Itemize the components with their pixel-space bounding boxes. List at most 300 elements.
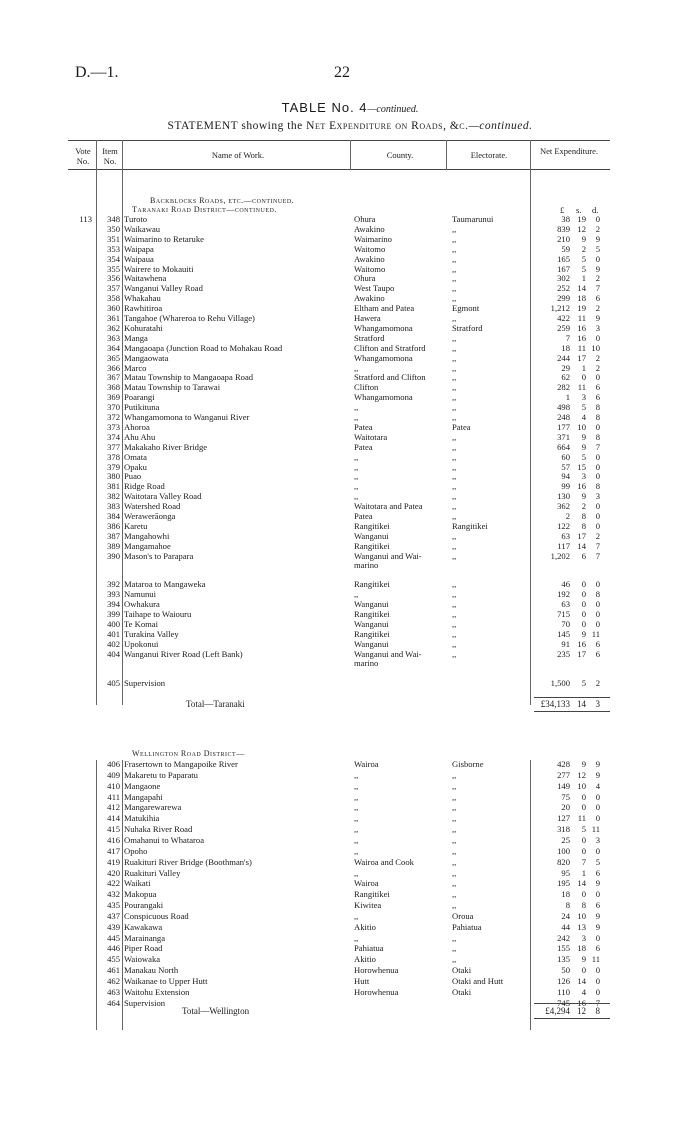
col-rule	[446, 140, 447, 170]
statement-heading	[0, 120, 700, 132]
col-header-item: Item No.	[102, 146, 118, 166]
cell-work: Marainanga	[124, 932, 166, 943]
cell-shillings: 2	[581, 501, 586, 512]
cell-pence: 0	[595, 802, 600, 813]
cell-county: Waitomo	[354, 243, 386, 254]
cell-county: Akitio	[354, 954, 376, 965]
cell-pounds: 44	[561, 921, 570, 932]
cell-pounds: 70	[561, 619, 570, 629]
cell-work: Makaretu to Paparatu	[124, 769, 198, 780]
cell-work: Whangamomona to Wanganui River	[124, 412, 250, 422]
cell-electorate: ,,	[452, 540, 457, 551]
cell-work: Taihape to Waiouru	[124, 609, 192, 620]
cell-county: Wanganui	[354, 599, 389, 610]
cell-pounds: 91	[561, 638, 570, 649]
table-row	[0, 824, 700, 834]
cell-pence: 0	[595, 965, 600, 976]
cell-pence: 6	[595, 900, 600, 911]
cell-pounds: 8	[565, 900, 570, 911]
cell-electorate: ,,	[452, 900, 457, 911]
cell-pence: 2	[595, 362, 600, 373]
table-row	[0, 273, 700, 283]
cell-pence: 0	[595, 501, 600, 512]
cell-pence: 0	[595, 579, 600, 590]
table-row	[0, 402, 700, 412]
cell-pence: 8	[595, 481, 600, 492]
cell-item: 355	[107, 263, 120, 274]
cell-work: Marco	[124, 362, 147, 373]
cell-county: Ohura	[354, 273, 376, 284]
cell-county: Wanganui	[354, 638, 389, 649]
cell-electorate: ,,	[452, 932, 457, 943]
cell-shillings: 5	[581, 402, 586, 413]
cell-work: Conspicuous Road	[124, 910, 189, 921]
cell-item: 354	[107, 253, 120, 264]
cell-work: Piper Road	[124, 943, 163, 954]
cell-work: Werawerāonga	[124, 511, 176, 521]
cell-pence: 0	[595, 986, 600, 997]
cell-shillings: 0	[581, 589, 586, 600]
cell-pence: 0	[595, 520, 600, 531]
cell-county: Rangitikei	[354, 540, 390, 551]
table-row	[0, 224, 700, 234]
cell-electorate: ,,	[452, 412, 457, 422]
cell-item: 416	[107, 834, 120, 845]
cell-county: Wanganui and Wai-	[354, 550, 422, 561]
cell-shillings: 16	[577, 322, 586, 333]
table-row	[0, 609, 700, 619]
table-row	[0, 954, 700, 964]
cell-shillings: 18	[577, 293, 586, 304]
cell-pence: 3	[595, 322, 600, 333]
cell-pounds: 252	[557, 283, 570, 294]
total-rule	[534, 1003, 610, 1004]
cell-county: Rangitikei	[354, 609, 390, 620]
cell-shillings: 3	[581, 932, 586, 943]
cell-pounds: 244	[557, 352, 570, 363]
cell-pounds: 1,212	[550, 303, 570, 314]
table-row	[0, 462, 700, 472]
cell-work: Waimarino to Retaruke	[124, 233, 204, 244]
cell-shillings: 9	[581, 431, 586, 442]
cell-electorate: ,,	[452, 619, 457, 629]
cell-shillings: 12	[577, 223, 586, 234]
cell-shillings: 17	[577, 648, 586, 659]
cell-electorate: ,,	[452, 223, 457, 234]
cell-electorate: ,,	[452, 867, 457, 878]
cell-pounds: 130	[557, 491, 570, 502]
table-row	[0, 392, 700, 402]
document-reference: D.—1.	[75, 64, 119, 81]
cell-electorate: ,,	[452, 834, 457, 845]
cell-electorate: ,,	[452, 813, 457, 824]
cell-pence: 0	[595, 932, 600, 943]
cell-item: 399	[107, 609, 120, 620]
cell-work: Kawakawa	[124, 921, 163, 932]
cell-electorate: Gisborne	[452, 759, 484, 769]
cell-electorate: ,,	[452, 253, 457, 264]
table-row	[0, 372, 700, 382]
cell-pence: 0	[595, 813, 600, 824]
cell-pounds: 498	[557, 402, 570, 413]
cell-pence: 0	[595, 845, 600, 856]
cell-electorate: Rangitikei	[452, 520, 488, 531]
cell-item: 380	[107, 471, 120, 482]
cell-item: 367	[107, 372, 120, 383]
cell-electorate: Patea	[452, 421, 471, 432]
cell-pence: 0	[595, 471, 600, 482]
cell-county: Waitotara	[354, 431, 388, 442]
cell-pence: 11	[591, 628, 600, 639]
cell-county: Ohura	[354, 214, 376, 224]
cell-item: 401	[107, 628, 120, 639]
cell-county: ,,	[354, 932, 359, 943]
cell-county: ,,	[354, 412, 359, 422]
cell-county: ,,	[354, 834, 359, 845]
cell-pounds: 99	[561, 481, 570, 492]
total-wellington-label: Total—Wellington	[182, 1006, 250, 1016]
cell-pence: 8	[595, 402, 600, 413]
col-header-work: Name of Work.	[211, 150, 265, 160]
cell-pence: 0	[595, 619, 600, 629]
table-row	[0, 792, 700, 802]
cell-county-continued: marino	[354, 658, 379, 669]
cell-county: Akitio	[354, 921, 376, 932]
cell-pounds: 177	[557, 421, 570, 432]
cell-work: Omata	[124, 451, 147, 462]
cell-county: Rangitikei	[354, 579, 390, 590]
cell-electorate: ,,	[452, 530, 457, 541]
cell-electorate: ,,	[452, 579, 457, 590]
cell-item: 419	[107, 856, 120, 867]
cell-pence: 8	[595, 431, 600, 442]
cell-county: ,,	[354, 461, 359, 472]
cell-work: Mangaoapa (Junction Road to Mohakau Road	[124, 342, 283, 353]
cell-item: 373	[107, 421, 120, 432]
cell-shillings: 16	[577, 332, 586, 343]
cell-pence: 7	[595, 540, 600, 551]
cell-pounds: 235	[557, 648, 570, 659]
section-heading-wellington: Wellington Road District—	[132, 749, 245, 758]
cell-item: 351	[107, 233, 120, 244]
cell-vote: 113	[79, 214, 92, 224]
cell-pence: 6	[595, 392, 600, 403]
cell-county: Horowhenua	[354, 986, 399, 997]
table-row	[0, 264, 700, 274]
cell-pounds: 60	[561, 451, 570, 462]
cell-electorate: ,,	[452, 243, 457, 254]
cell-county: ,,	[354, 813, 359, 824]
cell-county: Clifton and Stratford	[354, 342, 426, 353]
total-rule	[534, 697, 610, 698]
cell-shillings: 11	[577, 382, 586, 393]
cell-county: Patea	[354, 441, 373, 452]
cell-pence: 0	[595, 421, 600, 432]
cell-pence: 9	[595, 233, 600, 244]
cell-item: 381	[107, 481, 120, 492]
cell-shillings: 0	[581, 845, 586, 856]
cell-county: Waitotara and Patea	[354, 501, 423, 512]
table-row	[0, 382, 700, 392]
cell-pounds: 820	[557, 856, 570, 867]
cell-work: Putikituna	[124, 402, 160, 413]
cell-work: Ridge Road	[124, 481, 165, 492]
cell-work: Manga	[124, 332, 148, 343]
cell-item: 406	[107, 759, 120, 769]
table-row	[0, 511, 700, 521]
cell-work: Poarangi	[124, 392, 155, 403]
cell-item: 382	[107, 491, 120, 502]
cell-electorate: Egmont	[452, 303, 480, 314]
cell-work: Mangapahi	[124, 791, 163, 802]
cell-item: 370	[107, 402, 120, 413]
cell-shillings: 1	[581, 273, 586, 284]
cell-county: Waitomo	[354, 263, 386, 274]
cell-electorate: ,,	[452, 342, 457, 353]
cell-shillings: 9	[581, 954, 586, 965]
cell-item: 389	[107, 540, 120, 551]
table-row	[0, 835, 700, 845]
table-row	[0, 759, 700, 769]
cell-electorate: Pahiatua	[452, 921, 482, 932]
cell-county: Rangitikei	[354, 889, 390, 900]
cell-work: Makakaho River Bridge	[124, 441, 208, 452]
cell-shillings: 17	[577, 530, 586, 541]
cell-item: 358	[107, 293, 120, 304]
cell-pence: 11	[591, 824, 600, 835]
cell-item: 432	[107, 889, 120, 900]
table-row	[0, 619, 700, 629]
cell-shillings: 5	[581, 824, 586, 835]
table-row	[0, 481, 700, 491]
cell-item: 356	[107, 273, 120, 284]
cell-work: Waitohu Extension	[124, 986, 190, 997]
cell-shillings: 16	[577, 997, 586, 1008]
cell-county: ,,	[354, 780, 359, 791]
cell-pence: 3	[595, 491, 600, 502]
table-row	[0, 770, 700, 780]
cell-county: ,,	[354, 402, 359, 413]
cell-work: Watershed Road	[124, 501, 181, 512]
cell-shillings: 14	[577, 878, 586, 889]
table-row	[0, 639, 700, 649]
cell-pence: 11	[591, 954, 600, 965]
cell-item: 415	[107, 824, 120, 835]
cell-county: ,,	[354, 491, 359, 502]
cell-pence: 6	[595, 382, 600, 393]
col-header-net: Net Expenditure.	[539, 146, 599, 156]
cell-pounds: 50	[561, 965, 570, 976]
cell-work: Waikawau	[124, 223, 161, 234]
cell-electorate: ,,	[452, 273, 457, 284]
cell-pence: 0	[595, 511, 600, 521]
cell-county: Whangamomona	[354, 392, 413, 403]
table-row	[0, 678, 700, 688]
cell-county: West Taupo	[354, 283, 395, 294]
cell-county: ,,	[354, 471, 359, 482]
cell-pence: 2	[595, 223, 600, 234]
cell-pounds: 20	[561, 802, 570, 813]
cell-pence: 0	[595, 599, 600, 610]
table-row	[0, 857, 700, 867]
table-row	[0, 943, 700, 953]
cell-electorate: Otaki	[452, 965, 472, 976]
cell-work: Matau Township to Tarawai	[124, 382, 221, 393]
cell-work: Ruakituri Valley	[124, 867, 181, 878]
cell-electorate: Stratford	[452, 322, 483, 333]
cell-electorate: ,,	[452, 511, 457, 521]
cell-shillings: 12	[577, 769, 586, 780]
cell-shillings: 7	[581, 856, 586, 867]
cell-work: Matau Township to Mangaoapa Road	[124, 372, 254, 383]
cell-county: Wanganui	[354, 530, 389, 541]
cell-pence: 3	[595, 834, 600, 845]
cell-shillings: 14	[577, 283, 586, 294]
cell-pence: 9	[595, 878, 600, 889]
cell-work: Pourangaki	[124, 900, 164, 911]
cell-work: Turoto	[124, 214, 148, 224]
cell-county: Patea	[354, 421, 373, 432]
unit-pence: d.	[592, 205, 599, 215]
cell-electorate: ,,	[452, 491, 457, 502]
cell-pence: 2	[595, 352, 600, 363]
cell-county: Kiwitea	[354, 900, 382, 911]
cell-county: Clifton	[354, 382, 379, 393]
cell-shillings: 16	[577, 638, 586, 649]
cell-pence: 2	[595, 273, 600, 284]
cell-item: 360	[107, 303, 120, 314]
table-row	[0, 363, 700, 373]
cell-item: 379	[107, 461, 120, 472]
cell-electorate: ,,	[452, 293, 457, 304]
cell-work: Ahu Ahu	[124, 431, 156, 442]
cell-county: ,,	[354, 769, 359, 780]
cell-pounds: 302	[557, 273, 570, 284]
cell-pounds: 248	[557, 412, 570, 422]
cell-pounds: 664	[557, 441, 570, 452]
cell-county: ,,	[354, 910, 359, 921]
cell-shillings: 0	[581, 579, 586, 590]
cell-shillings: 1	[581, 867, 586, 878]
table-row	[0, 933, 700, 943]
table-row	[0, 589, 700, 599]
cell-work: Mangarewarewa	[124, 802, 182, 813]
cell-item: 369	[107, 392, 120, 403]
table-row	[0, 244, 700, 254]
cell-shillings: 9	[581, 233, 586, 244]
cell-item: 461	[107, 965, 120, 976]
cell-pence: 6	[595, 943, 600, 954]
table-row	[0, 254, 700, 264]
cell-county: Patea	[354, 511, 373, 521]
cell-work: Waikati	[124, 878, 151, 889]
table-row	[0, 965, 700, 975]
cell-shillings: 19	[577, 303, 586, 314]
cell-pounds: 57	[561, 461, 570, 472]
cell-pounds: 839	[557, 223, 570, 234]
unit-pounds: £	[560, 205, 565, 215]
cell-pounds: 25	[561, 834, 570, 845]
cell-work: Nuhaka River Road	[124, 824, 193, 835]
statement-subject: Net Expenditure on Roads, &c.	[306, 120, 469, 132]
total-underline	[534, 1018, 610, 1019]
col-header-electorate: Electorate.	[470, 150, 508, 160]
cell-pounds: 94	[561, 471, 570, 482]
col-header-county: County.	[386, 150, 414, 160]
cell-electorate: ,,	[452, 481, 457, 492]
cell-shillings: 3	[581, 392, 586, 403]
cell-pence: 0	[595, 214, 600, 224]
table-row	[0, 911, 700, 921]
table-row	[0, 599, 700, 609]
cell-electorate: ,,	[452, 313, 457, 323]
cell-county: Awakino	[354, 223, 385, 234]
cell-shillings: 5	[581, 677, 586, 688]
cell-item: 377	[107, 441, 120, 452]
cell-pence: 5	[595, 243, 600, 254]
cell-pence: 0	[595, 332, 600, 343]
header-bottom-rule	[68, 169, 610, 170]
cell-pence: 6	[595, 648, 600, 659]
cell-shillings: 5	[581, 451, 586, 462]
cell-pence: 6	[595, 293, 600, 304]
cell-shillings: 5	[581, 263, 586, 274]
cell-pence: 2	[595, 677, 600, 688]
cell-item: 350	[107, 223, 120, 234]
cell-shillings: 11	[577, 342, 586, 353]
cell-county: Horowhenua	[354, 965, 399, 976]
cell-pounds: 155	[557, 943, 570, 954]
table-row	[0, 889, 700, 899]
table-row	[0, 878, 700, 888]
cell-item: 386	[107, 520, 120, 531]
table-row	[0, 432, 700, 442]
cell-pounds: 29	[561, 362, 570, 373]
cell-work: Mangaowata	[124, 352, 169, 363]
total-underline	[534, 711, 610, 712]
cell-county: Waimarino	[354, 233, 392, 244]
cell-pounds: 277	[557, 769, 570, 780]
table-row	[0, 343, 700, 353]
cell-pounds: 75	[561, 791, 570, 802]
cell-county: Rangitikei	[354, 628, 390, 639]
cell-item: 362	[107, 322, 120, 333]
cell-county: Wairoa	[354, 878, 379, 889]
cell-pounds: 192	[557, 589, 570, 600]
total-wellington-pence: 8	[595, 1006, 600, 1016]
cell-work: Mangahowhi	[124, 530, 170, 541]
cell-pence: 8	[595, 412, 600, 422]
cell-pounds: 1,500	[550, 677, 570, 688]
cell-shillings: 10	[577, 780, 586, 791]
cell-electorate: ,,	[452, 824, 457, 835]
table-row	[0, 313, 700, 323]
cell-pence: 7	[595, 997, 600, 1008]
cell-pence: 9	[595, 769, 600, 780]
cell-electorate: ,,	[452, 283, 457, 294]
cell-item: 409	[107, 769, 120, 780]
cell-shillings: 0	[581, 802, 586, 813]
cell-item: 390	[107, 550, 120, 561]
cell-work: Matukihia	[124, 813, 160, 824]
cell-item: 410	[107, 780, 120, 791]
cell-electorate: ,,	[452, 878, 457, 889]
col-rule	[350, 140, 351, 170]
statement-prefix: STATEMENT showing the	[167, 120, 303, 132]
cell-shillings: 4	[581, 986, 586, 997]
cell-shillings: 6	[581, 550, 586, 561]
cell-pence: 7	[595, 283, 600, 294]
